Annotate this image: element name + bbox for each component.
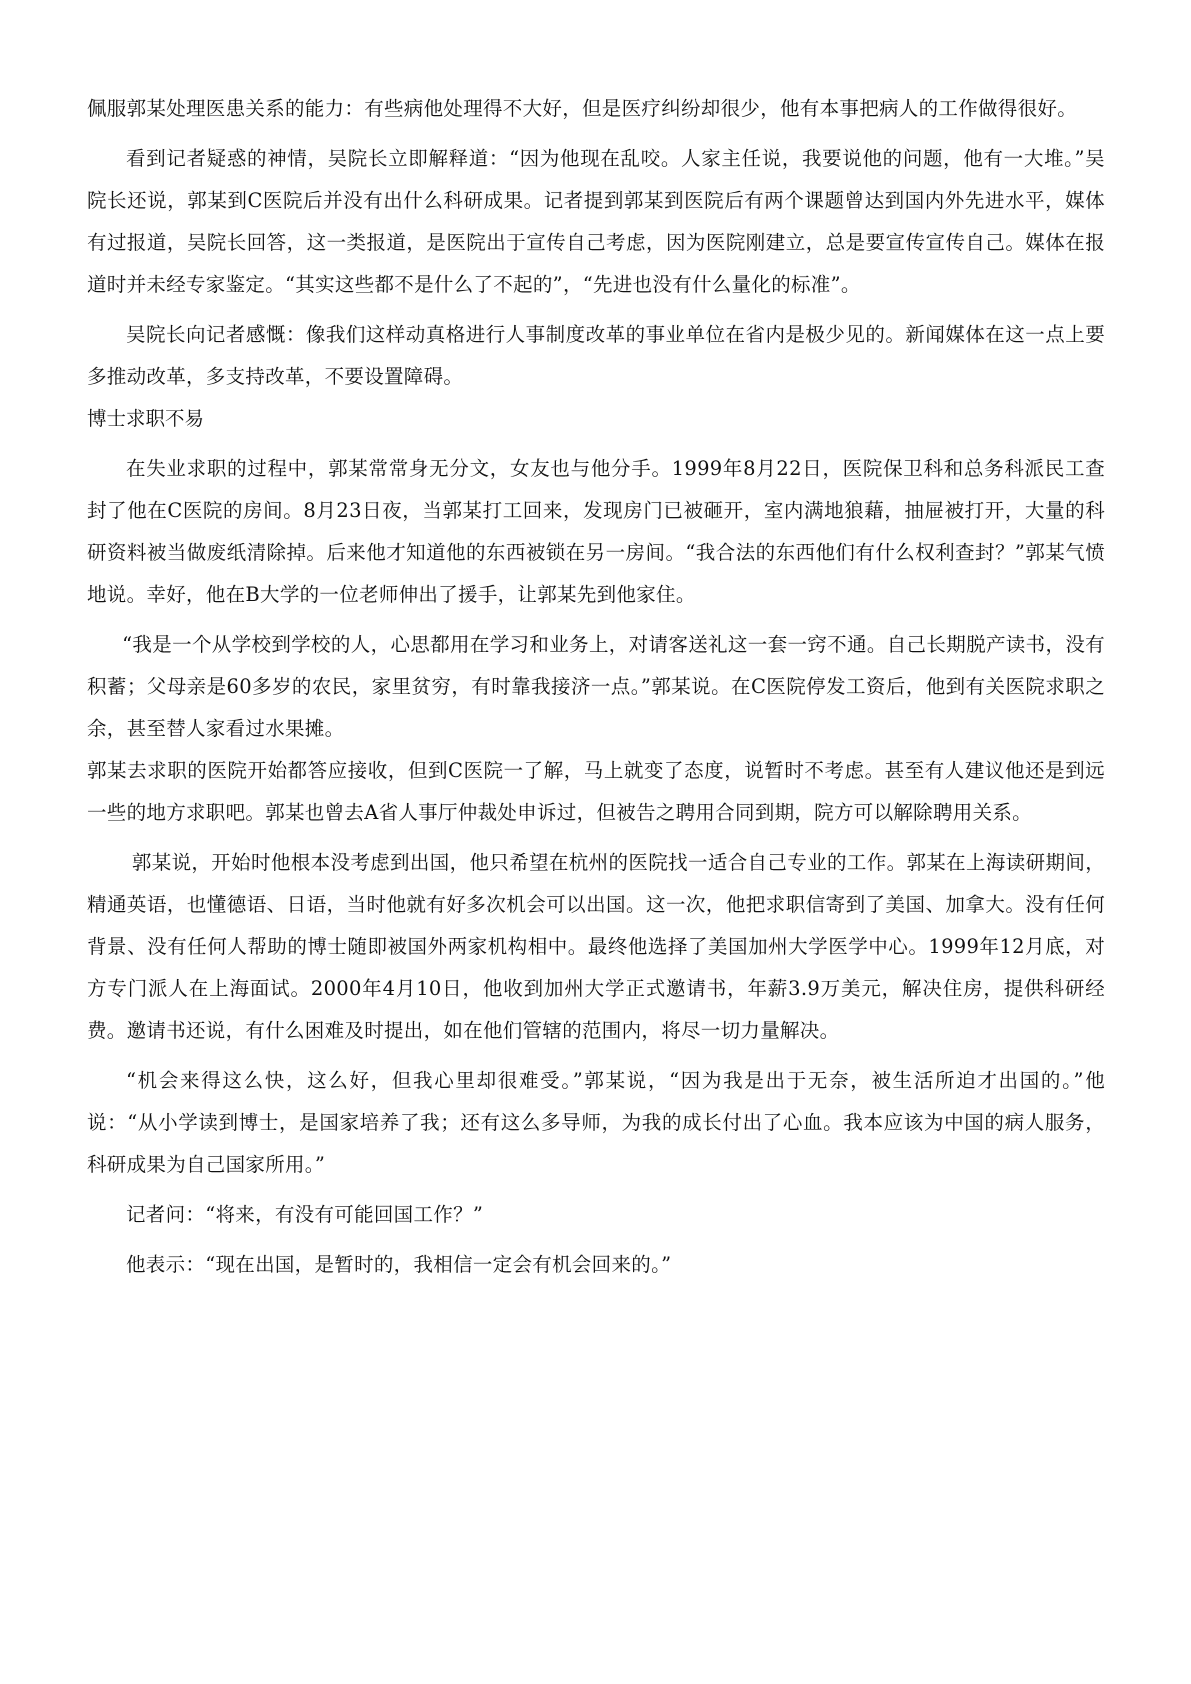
- paragraph-reluctance: “机会来得这么快，这么好，但我心里却很难受。”郭某说，“因为我是出于无奈，被生活所迫才出国的。”他说：“从小学读到博士，是国家培养了我；还有这么多导师，为我的成长付出了心血。我本应该为中国的病人服务，科研成果为自己国家所用。”: [87, 1069, 1105, 1176]
- paragraph-job-search: 郭某去求职的医院开始都答应接收，但到C医院一了解，马上就变了态度，说暂时不考虑。甚至有人建议他还是到远一些的地方求职吧。郭某也曾去A省人事厅仲裁处申诉过，但被告之聘用合同到期，院方可以解除聘用关系。: [87, 759, 1105, 824]
- paragraph-wu-reform: 吴院长向记者感慨：像我们这样动真格进行人事制度改革的事业单位在省内是极少见的。新闻媒体在这一点上要多推动改革，多支持改革，不要设置障碍。: [87, 323, 1105, 388]
- paragraph-reporter-question: 记者问：“将来，有没有可能回国工作？”: [126, 1203, 484, 1226]
- paragraph-quote-background: “我是一个从学校到学校的人，心思都用在学习和业务上，对请客送礼这一套一窍不通。自己长期脱产读书，没有积蓄；父母亲是60多岁的农民，家里贫穷，有时靠我接济一点。”郭某说。在C医院停发工资后，他到有关医院求职之余，甚至替人家看过水果摊。: [87, 633, 1105, 740]
- paragraph-going-abroad: 郭某说，开始时他根本没考虑到出国，他只希望在杭州的医院找一适合自己专业的工作。郭某在上海读研期间，精通英语，也懂德语、日语，当时他就有好多次机会可以出国。这一次，他把求职信寄到了美国、加拿大。没有任何背景、没有任何人帮助的博士随即被国外两家机构相中。最终他选择了美国加州大学医学中心。1999年12月底，对方专门派人在上海面试。2000年4月10日，他收到加州大学正式邀请书，年薪3.9万美元，解决住房，提供科研经费。邀请书还说，有什么困难及时提出，如在他们管辖的范围内，将尽一切力量解决。: [87, 851, 1105, 1042]
- paragraph-answer: 他表示：“现在出国，是暂时的，我相信一定会有机会回来的。”: [126, 1253, 672, 1276]
- paragraph-wu-explains: 看到记者疑惑的神情，吴院长立即解释道：“因为他现在乱咬。人家主任说，我要说他的问题，他有一大堆。”吴院长还说，郭某到C医院后并没有出什么科研成果。记者提到郭某到医院后有两个课题曾达到国内外先进水平，媒体有过报道，吴院长回答，这一类报道，是医院出于宣传自己考虑，因为医院刚建立，总是要宣传宣传自己。媒体在报道时并未经专家鉴定。“其实这些都不是什么了不起的”，“先进也没有什么量化的标准”。: [87, 147, 1105, 296]
- paragraph-unemployment: 在失业求职的过程中，郭某常常身无分文，女友也与他分手。1999年8月22日，医院保卫科和总务科派民工查封了他在C医院的房间。8月23日夜，当郭某打工回来，发现房门已被砸开，室内满地狼藉，抽屉被打开，大量的科研资料被当做废纸清除掉。后来他才知道他的东西被锁在另一房间。“我合法的东西他们有什么权利查封？”郭某气愤地说。幸好，他在B大学的一位老师伸出了援手，让郭某先到他家住。: [87, 457, 1105, 606]
- document-page: [87, 88, 1105, 1286]
- paragraph-continued: 佩服郭某处理医患关系的能力：有些病他处理得不大好，但是医疗纠纷却很少，他有本事把病人的工作做得很好。: [87, 97, 1078, 120]
- section-heading: 博士求职不易: [87, 407, 205, 430]
